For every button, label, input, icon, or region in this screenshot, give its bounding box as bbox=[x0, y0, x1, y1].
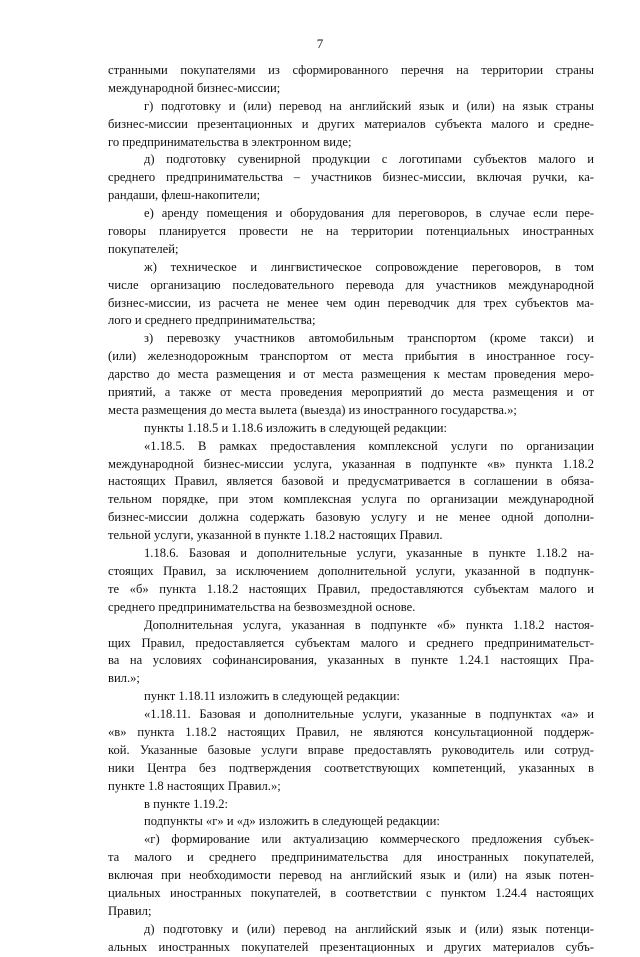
text-line: приятий, а также от места проведения мероприятий до места размещения и от bbox=[108, 385, 594, 400]
text-line: бизнес-миссии презентационных и других материалов субъекта малого и средне- bbox=[108, 116, 594, 131]
text-line: ва на условиях софинансирования, указанных в пункте 1.24.1 настоящих Пра- bbox=[108, 653, 594, 668]
text-line: го предпринимательства в электронном виде; bbox=[108, 134, 352, 149]
text-line: 1.18.6. Базовая и дополнительные услуги, указанные в пункте 1.18.2 на- bbox=[144, 546, 594, 561]
text-line: «в» пункта 1.18.2 настоящих Правил, не являются консультационной поддерж- bbox=[108, 724, 594, 739]
text-line: бизнес-миссии, из расчета не менее чем один переводчик для трех субъектов ма- bbox=[108, 295, 594, 310]
text-line: рандаши, флеш-накопители; bbox=[108, 188, 261, 203]
text-line: та малого и среднего предпринимательства для иностранных покупателей, bbox=[108, 850, 594, 865]
text-line: тельном порядке, при этом комплексная услуга по организации международной bbox=[108, 492, 594, 507]
text-line: стоящих Правил, за исключением дополнительной услуги, указанной в подпунк- bbox=[108, 563, 594, 578]
text-line: числе организацию последовательного перевода для участников международной bbox=[108, 277, 594, 292]
text-line: лого и среднего предпринимательства; bbox=[108, 313, 316, 328]
text-line: те «б» пункта 1.18.2 настоящих Правил, предоставляются субъектам малого и bbox=[108, 581, 594, 596]
text-line: д) подготовку и (или) перевод на английский язык и (или) язык потенци- bbox=[144, 921, 594, 936]
text-line: «1.18.11. Базовая и дополнительные услуги, указанные в подпунктах «а» и bbox=[144, 707, 594, 722]
text-line: пункты 1.18.5 и 1.18.6 изложить в следующей редакции: bbox=[144, 420, 448, 435]
text-line: среднего предпринимательства на безвозмездной основе. bbox=[108, 599, 416, 614]
text-line: альных иностранных покупателей презентационных и других материалов субъ- bbox=[108, 939, 594, 954]
text-line: «г) формирование или актуализацию коммерческого предложения субъек- bbox=[144, 832, 594, 847]
body-text bbox=[108, 62, 594, 957]
text-line: покупателей; bbox=[108, 241, 179, 256]
text-line: (или) железнодорожным транспортом от места прибытия в иностранное госу- bbox=[108, 349, 594, 364]
text-line: з) перевозку участников автомобильным транспортом (кроме такси) и bbox=[144, 331, 594, 346]
text-line: пункт 1.18.11 изложить в следующей редакции: bbox=[144, 689, 400, 704]
text-line: «1.18.5. В рамках предоставления комплексной услуги по организации bbox=[144, 438, 594, 453]
text-line: пункте 1.8 настоящих Правил.»; bbox=[108, 778, 281, 793]
text-line: международной бизнес-миссии услуга, указанная в подпункте «в» пункта 1.18.2 bbox=[108, 456, 594, 471]
text-line: ж) техническое и лингвистическое сопровождение переговоров, в том bbox=[144, 259, 594, 274]
text-line: включая при необходимости перевод на английский язык и (или) на язык потен- bbox=[108, 868, 594, 883]
text-line: дарство до места размещения и от места размещения к местам проведения меро- bbox=[108, 367, 594, 382]
text-line: международной бизнес-миссии; bbox=[108, 80, 281, 95]
text-line: Дополнительная услуга, указанная в подпункте «б» пункта 1.18.2 настоя- bbox=[144, 617, 594, 632]
text-line: Правил; bbox=[108, 903, 152, 918]
text-line: странными покупателями из сформированного перечня на территории страны bbox=[108, 63, 594, 77]
text-line: настоящих Правил, является базовой и предусматривается в соглашении в обяза- bbox=[108, 474, 594, 489]
text-line: е) аренду помещения и оборудования для переговоров, в случае если пере- bbox=[144, 206, 594, 221]
text-line: подпункты «г» и «д» изложить в следующей редакции: bbox=[144, 814, 440, 829]
text-line: г) подготовку и (или) перевод на английский язык и (или) на язык страны bbox=[144, 98, 594, 113]
text-line: места размещения до места вылета (выезда) из иностранного государства.»; bbox=[108, 402, 517, 417]
text-line: в пункте 1.19.2: bbox=[144, 796, 229, 811]
text-line: среднего предпринимательства – участников бизнес-миссии, включая ручки, ка- bbox=[108, 170, 594, 185]
text-line: кой. Указанные базовые услуги вправе предоставлять руководитель или сотруд- bbox=[108, 742, 594, 757]
text-line: тельной услуги, указанной в пункте 1.18.2 настоящих Правил. bbox=[108, 528, 443, 543]
page-number: 7 bbox=[316, 36, 324, 51]
text-line: д) подготовку сувенирной продукции с логотипами субъектов малого и bbox=[144, 152, 594, 167]
text-line: говоры планируется провести не на территории потенциальных иностранных bbox=[108, 224, 594, 239]
text-line: вил.»; bbox=[108, 671, 140, 686]
text-line: ники Центра без подтверждения соответствующих компетенций, указанных в bbox=[108, 760, 594, 775]
text-line: циальных иностранных покупателей, в соответствии с пунктом 1.24.4 настоящих bbox=[108, 885, 594, 900]
text-line: бизнес-миссии должна содержать базовую услугу и не менее одной дополни- bbox=[108, 510, 594, 525]
text-line: щих Правил, предоставляется субъектам малого и среднего предпринимательст- bbox=[108, 635, 594, 650]
